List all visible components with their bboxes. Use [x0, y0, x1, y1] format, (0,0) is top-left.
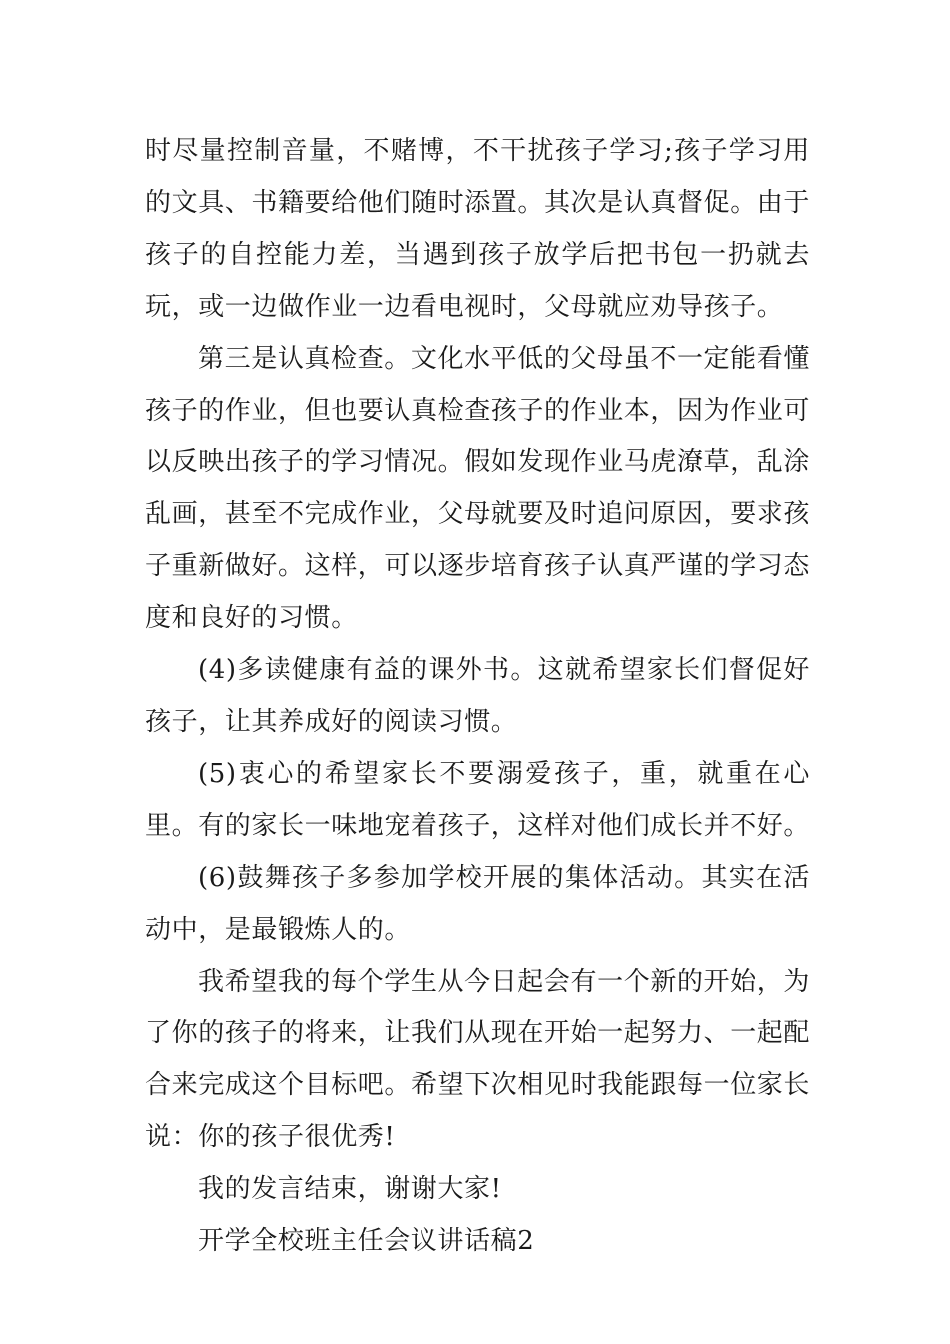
- paragraph-item-6: (6)鼓舞孩子多参加学校开展的集体活动。其实在活动中，是最锻炼人的。: [145, 862, 810, 945]
- paragraph-item-5: (5)衷心的希望家长不要溺爱孩子，重，就重在心里。有的家长一味地宠着孩子，这样对他们成长并不好。: [145, 758, 811, 841]
- paragraph-item-4: (4)多读健康有益的课外书。这就希望家长们督促好孩子，让其养成好的阅读习惯。: [145, 655, 810, 737]
- paragraph-closing: 我的发言结束，谢谢大家!: [198, 1174, 502, 1205]
- paragraph-continued: 时尽量控制音量，不赌博，不干扰孩子学习;孩子学习用的文具、书籍要给他们随时添置。其次是认真督促。由于孩子的自控能力差，当遇到孩子放学后把书包一扔就去玩，或一边做作业一边看电视时，父母就应劝导孩子。: [145, 136, 811, 322]
- next-section-title: 开学全校班主任会议讲话稿2: [198, 1226, 535, 1257]
- paragraph-hope: 我希望我的每个学生从今日起会有一个新的开始，为了你的孩子的将来，让我们从现在开始一起努力、一起配合来完成这个目标吧。希望下次相见时我能跟每一位家长说：你的孩子很优秀!: [145, 966, 811, 1153]
- paragraph-third-check: 第三是认真检查。文化水平低的父母虽不一定能看懂孩子的作业，但也要认真检查孩子的作业本，因为作业可以反映出孩子的学习情况。假如发现作业马虎潦草，乱涂乱画，甚至不完成作业，父母就要及时追问原因，要求孩子重新做好。这样，可以逐步培育孩子认真严谨的学习态度和良好的习惯。: [145, 343, 811, 634]
- document-body: [145, 126, 810, 1268]
